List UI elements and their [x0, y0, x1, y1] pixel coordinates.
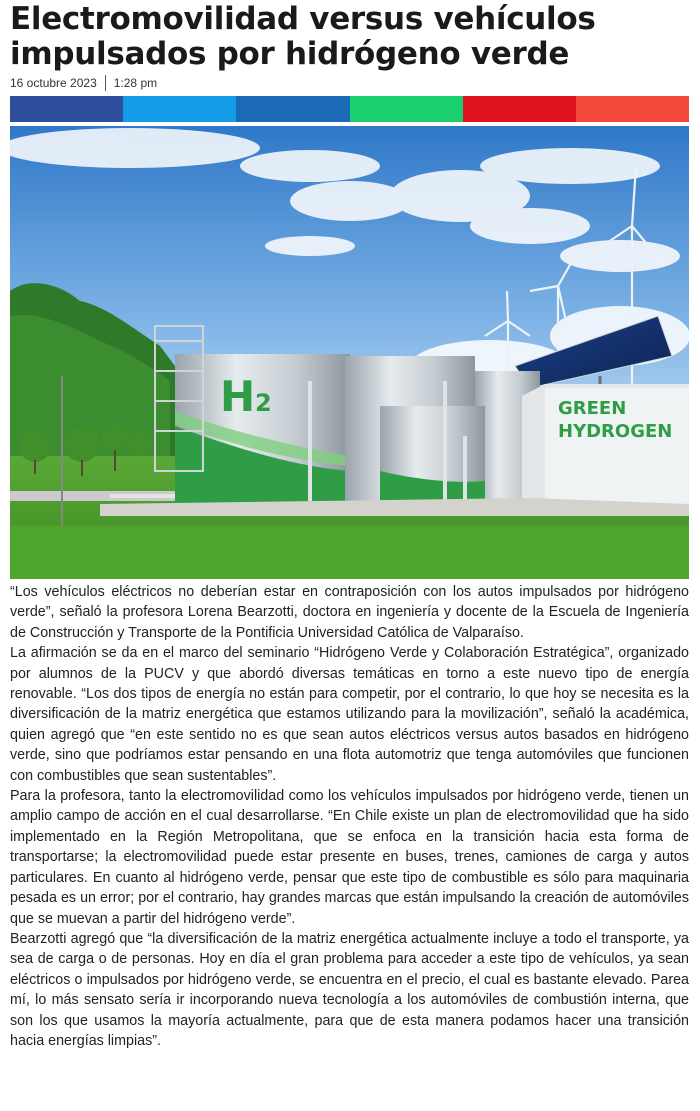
meta-divider: [105, 75, 106, 91]
article-paragraph: Bearzotti agregó que “la diversificación de la matriz energética actualmente incluye a todo el transporte, ya sea de carga o de personas. Hoy en día el gran problema para acceder a este tipo de vehículos, ya sean eléctricos o impulsados por hidrógeno verde, se encuentra en el precio, el cual es bastante elevado. Parea mí, lo más sensato sería ir incorporando nueva tecnología a los automóviles de combustión interna, que son los que usamos la mayoría actualmente, para que de esta manera podamos hacer una transición hacia energías limpias”.: [10, 930, 689, 1049]
article-body: [10, 582, 689, 1051]
building-label-line2: HYDROGEN: [558, 421, 673, 442]
article-title: Electromovilidad versus vehículos impulsados por hidrógeno verde: [10, 1, 596, 72]
article-paragraph: Para la profesora, tanto la electromovilidad como los vehículos impulsados por hidrógeno verde, tienen un amplio campo de acción en el cual desarrollarse. “En Chile existe un plan de electromovilidad que ha sido implementado en la Región Metropolitana, que se enfoca en la transición hacia esta forma de transportarse; la electromovilidad puede estar presente en buses, trenes, camiones de carga y autos particulares. En cuanto al hidrógeno verde, pensar que este tipo de combustible es sólo para maquinaria pesada es un error; por el contrario, hay grandes marcas que están impulsando la creación de automóviles que se muevan a partir del hidrógeno verde”.: [10, 788, 689, 927]
hydrogen-plant-illustration: [10, 126, 689, 579]
building-label-line1: GREEN: [558, 398, 627, 419]
article-meta: [10, 74, 157, 92]
stripe-segment: [123, 96, 236, 122]
hero-image: [10, 126, 689, 579]
stripe-segment: [350, 96, 463, 122]
publish-date: 16 octubre 2023: [10, 76, 97, 90]
stripe-segment: [236, 96, 349, 122]
green-hydrogen-building: [522, 384, 689, 506]
publish-time: 1:28 pm: [113, 76, 158, 90]
stripe-segment: [10, 96, 123, 122]
tank-label: H: [220, 372, 256, 421]
article-paragraph: La afirmación se da en el marco del seminario “Hidrógeno Verde y Colaboración Estratégica”, organizado por alumnos de la PUCV y que abordó diversas temáticas en torno a este nuevo tipo de energía renovable. “Los dos tipos de energía no están para competir, por el contrario, lo que hoy se necesita es la diversificación de la matriz energética que estamos utilizando para la movilización”, señaló la académica, quien agregó que “en este sentido no es que sean autos eléctricos versus autos basados en hidrógeno verde, sino que podríamos estar pensando en una flota automotriz que tenga automóviles que funcionen con combustibles que sean sustentables”.: [10, 645, 689, 784]
tank-label-subscript: 2: [255, 389, 272, 417]
stripe-segment: [576, 96, 689, 122]
stripe-segment: [463, 96, 576, 122]
color-stripe: [10, 96, 689, 122]
article-paragraph: “Los vehículos eléctricos no deberían estar en contraposición con los autos impulsados por hidrógeno verde”, señaló la profesora Lorena Bearzotti, doctora en ingeniería y docente de la Escuela de Ingeniería de Construcción y Transporte de la Pontificia Universidad Católica de Valparaíso.: [10, 584, 689, 641]
